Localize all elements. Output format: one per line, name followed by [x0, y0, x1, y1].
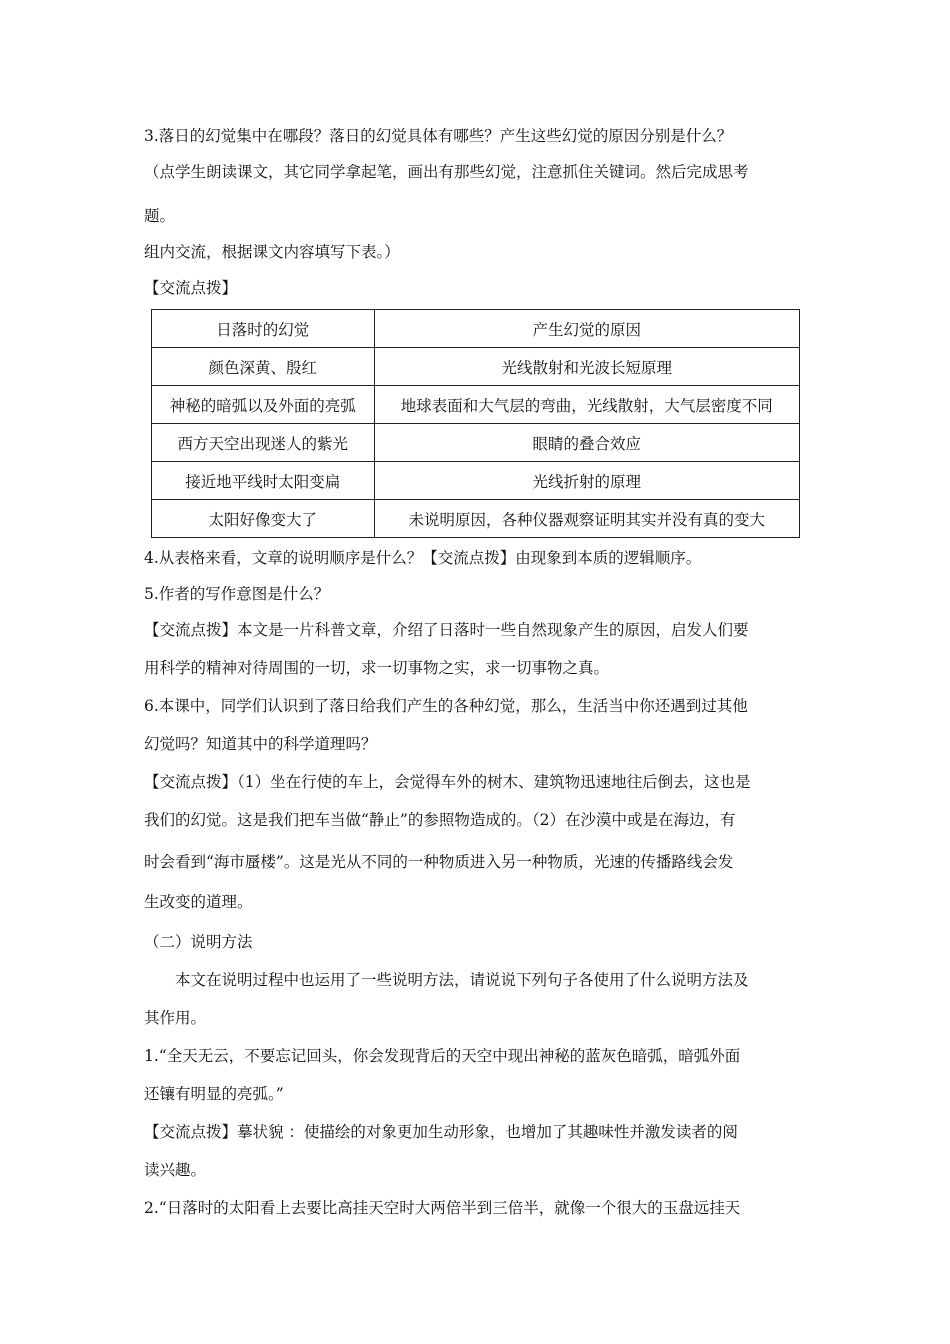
table-row [152, 386, 800, 424]
table-row [152, 462, 800, 500]
example-1-line-2: 还镶有明显的亮弧。” [144, 1085, 284, 1103]
table-cell: 地球表面和大气层的弯曲，光线散射，大气层密度不同 [374, 386, 799, 424]
table-cell: 光线散射和光波长短原理 [374, 348, 799, 386]
question-4: 4.从表格来看，文章的说明顺序是什么？【交流点拨】由现象到本质的逻辑顺序。 [144, 549, 702, 567]
table-cell: 神秘的暗弧以及外面的亮弧 [152, 386, 375, 424]
table-cell: 未说明原因，各种仪器观察证明其实并没有真的变大 [374, 500, 799, 538]
table-header-cell: 产生幻觉的原因 [374, 310, 799, 348]
table-cell: 西方天空出现迷人的紫光 [152, 424, 375, 462]
answer-6-line-2: 我们的幻觉。这是我们把车当做“静止”的参照物造成的。（2）在沙漠中或是在海边，有 [144, 811, 736, 829]
answer-6-line-1: 【交流点拨】（1）坐在行使的车上，会觉得车外的树木、建筑物迅速地往后倒去，这也是 [144, 773, 751, 791]
table-header-cell: 日落时的幻觉 [152, 310, 375, 348]
question-5: 5.作者的写作意图是什么？ [144, 585, 330, 603]
answer-6-line-4: 生改变的道理。 [144, 893, 253, 911]
instruction-line-1: （点学生朗读课文，其它同学拿起笔，画出有那些幻觉，注意抓住关键词。然后完成思考 [144, 163, 749, 181]
question-6-line-1: 6.本课中，同学们认识到了落日给我们产生的各种幻觉，那么，生活当中你还遇到过其他 [144, 697, 748, 715]
example-1-answer-line-1: 【交流点拨】摹状貌 ：使描绘的对象更加生动形象，也增加了其趣味性并激发读者的阅 [144, 1123, 738, 1141]
table-row [152, 424, 800, 462]
question-6-line-2: 幻觉吗？知道其中的科学道理吗？ [144, 735, 377, 753]
answer-6-line-3: 时会看到“海市蜃楼”。这是光从不同的一种物质进入另一种物质，光速的传播路线会发 [144, 853, 734, 871]
table-row [152, 500, 800, 538]
instruction-line-2: 题。 [144, 207, 176, 225]
section-heading: （二）说明方法 [144, 933, 253, 951]
table-cell: 接近地平线时太阳变扁 [152, 462, 375, 500]
method-intro-line-1: 本文在说明过程中也运用了一些说明方法，请说说下列句子各使用了什么说明方法及 [175, 971, 749, 989]
example-1-answer-line-2: 读兴趣。 [144, 1161, 207, 1179]
example-1-line-1: 1.“全天无云，不要忘记回头，你会发现背后的天空中现出神秘的蓝灰色暗弧，暗弧外面 [144, 1047, 741, 1065]
table-cell: 太阳好像变大了 [152, 500, 375, 538]
illusion-table [151, 309, 800, 538]
discussion-label: 【交流点拨】 [144, 279, 238, 297]
table-cell: 光线折射的原理 [374, 462, 799, 500]
method-intro-line-2: 其作用。 [144, 1009, 207, 1027]
example-2-line-1: 2.“日落时的太阳看上去要比高挂天空时大两倍半到三倍半，就像一个很大的玉盘远挂天 [144, 1199, 741, 1217]
table-header-row [152, 310, 800, 348]
answer-5-line-1: 【交流点拨】本文是一片科普文章，介绍了日落时一些自然现象产生的原因，启发人们要 [144, 621, 749, 639]
instruction-line-3: 组内交流，根据课文内容填写下表。） [144, 243, 400, 261]
table-row [152, 348, 800, 386]
question-3: 3.落日的幻觉集中在哪段？落日的幻觉具体有哪些？产生这些幻觉的原因分别是什么？ [144, 127, 733, 145]
table-cell: 颜色深黄、殷红 [152, 348, 375, 386]
table-cell: 眼睛的叠合效应 [374, 424, 799, 462]
answer-5-line-2: 用科学的精神对待周围的一切，求一切事物之实，求一切事物之真。 [144, 659, 610, 677]
